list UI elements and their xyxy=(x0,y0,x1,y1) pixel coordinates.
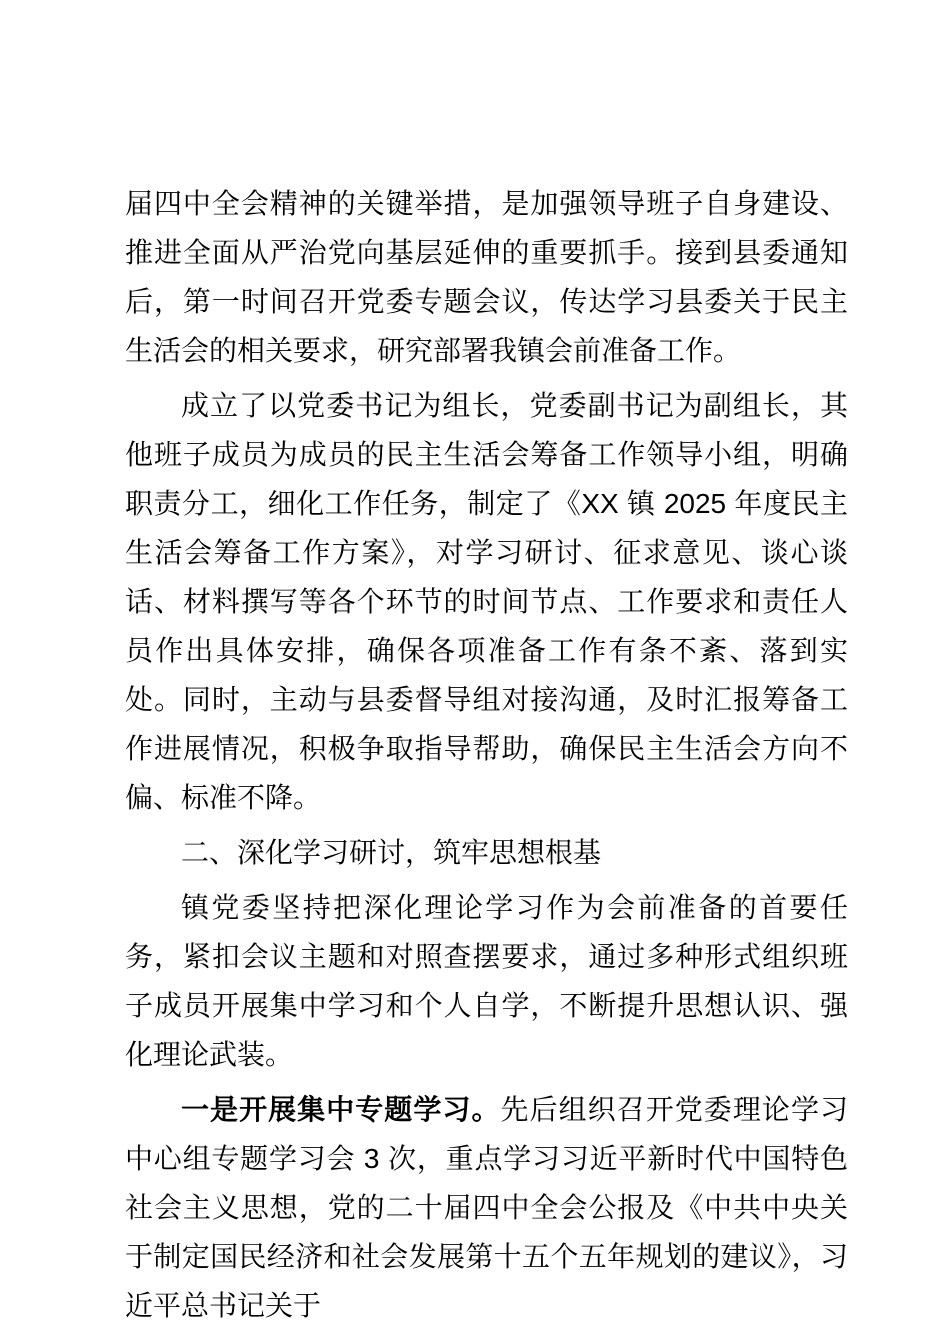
text-run: 二、深化学习研讨，筑牢思想根基 xyxy=(181,837,602,868)
document-body xyxy=(125,179,848,1336)
text-run: 成立了以党委书记为组长，党委副书记为副组长，其他班子成员为成员的民主生活会筹备工作领导小组，明确职责分工，细化工作任务，制定了《XX 镇 2025 年度民主生活会筹备工作方案》，对学习研讨、征求意见、谈心谈话、材料撰写等各个环节的时间节点、工作要求和责任人员作出具体安排，确保各项准备工作有条不紊、落到实处。同时，主动与县委督导组对接沟通，及时汇报筹备工作进展情况，积极争取指导帮助，确保民主生活会方向不偏、标准不降。 xyxy=(125,390,848,813)
text-run: 届四中全会精神的关键举措，是加强领导班子自身建设、推进全面从严治党向基层延伸的重要抓手。接到县委通知后，第一时间召开党委专题会议，传达学习县委关于民主生活会的相关要求，研究部署我镇会前准备工作。 xyxy=(125,188,848,366)
text-run: 镇党委坚持把深化理论学习作为会前准备的首要任务，紧扣会议主题和对照查摆要求，通过多种形式组织班子成员开展集中学习和个人自学，不断提升思想认识、强化理论武装。 xyxy=(125,892,848,1070)
section-heading xyxy=(125,828,848,877)
paragraph xyxy=(125,179,848,375)
bold-text-run: 一是开展集中专题学习。 xyxy=(181,1094,501,1125)
paragraph xyxy=(125,1085,848,1330)
text-run: 先后组织召开党委理论学习中心组专题学习会 3 次，重点学习习近平新时代中国特色社会主义思想，党的二十届四中全会公报及《中共中央关于制定国民经济和社会发展第十五个五年规划的建议》，习近平总书记关于 xyxy=(125,1094,848,1321)
paragraph xyxy=(125,883,848,1079)
paragraph xyxy=(125,381,848,822)
